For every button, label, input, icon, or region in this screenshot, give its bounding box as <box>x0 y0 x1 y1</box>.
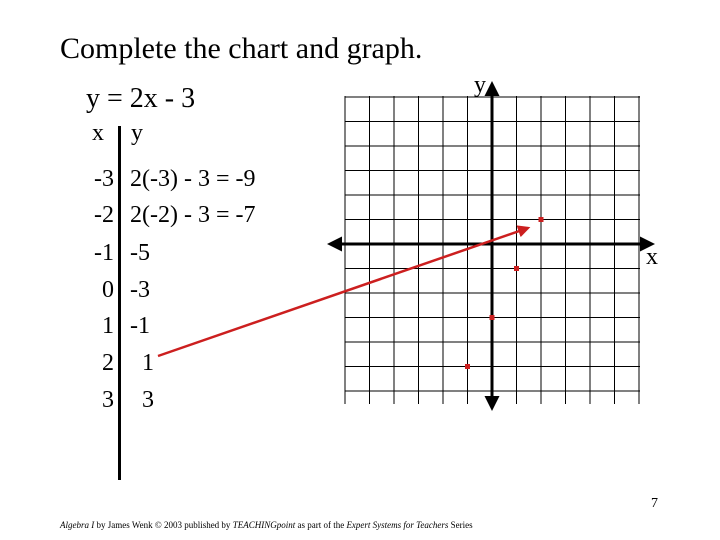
footer-text: as part of the <box>295 520 347 530</box>
table-y-cell: -1 <box>130 313 150 339</box>
plotted-point <box>490 315 495 320</box>
table-y-header: y <box>131 120 143 146</box>
footer-text: by James Wenk © 2003 published by <box>94 520 233 530</box>
table-y-cell: -3 <box>130 277 150 303</box>
footer-series: Expert Systems for Teachers <box>346 520 449 530</box>
table-y-cell: 3 <box>142 387 154 413</box>
table-x-cell: 3 <box>102 387 114 413</box>
pointer-arrow <box>158 228 528 356</box>
page-title: Complete the chart and graph. <box>60 32 423 65</box>
footer-publisher: TEACHINGpoint <box>232 520 296 530</box>
table-x-header: x <box>92 120 104 146</box>
table-x-cell: 0 <box>102 277 114 303</box>
table-x-cell: -2 <box>94 202 114 228</box>
footer-book-title: Algebra I <box>60 520 95 530</box>
table-y-cell: 2(-3) - 3 = -9 <box>130 166 256 192</box>
table-x-cell: -3 <box>94 166 114 192</box>
equation: y = 2x - 3 <box>86 83 196 114</box>
footer-credit <box>60 520 473 530</box>
table-x-cell: 2 <box>102 350 114 376</box>
y-axis-label: y <box>474 72 486 98</box>
table-y-cell: -5 <box>130 240 150 266</box>
table-y-cell: 2(-2) - 3 = -7 <box>130 202 256 228</box>
plotted-point <box>465 364 470 369</box>
page-number: 7 <box>651 496 658 511</box>
plotted-point <box>539 217 544 222</box>
footer-text: Series <box>448 520 473 530</box>
table-x-cell: -1 <box>94 240 114 266</box>
table-x-cell: 1 <box>102 313 114 339</box>
table-y-cell: 1 <box>142 350 154 376</box>
x-axis-label: x <box>646 244 658 270</box>
plotted-point <box>514 266 519 271</box>
